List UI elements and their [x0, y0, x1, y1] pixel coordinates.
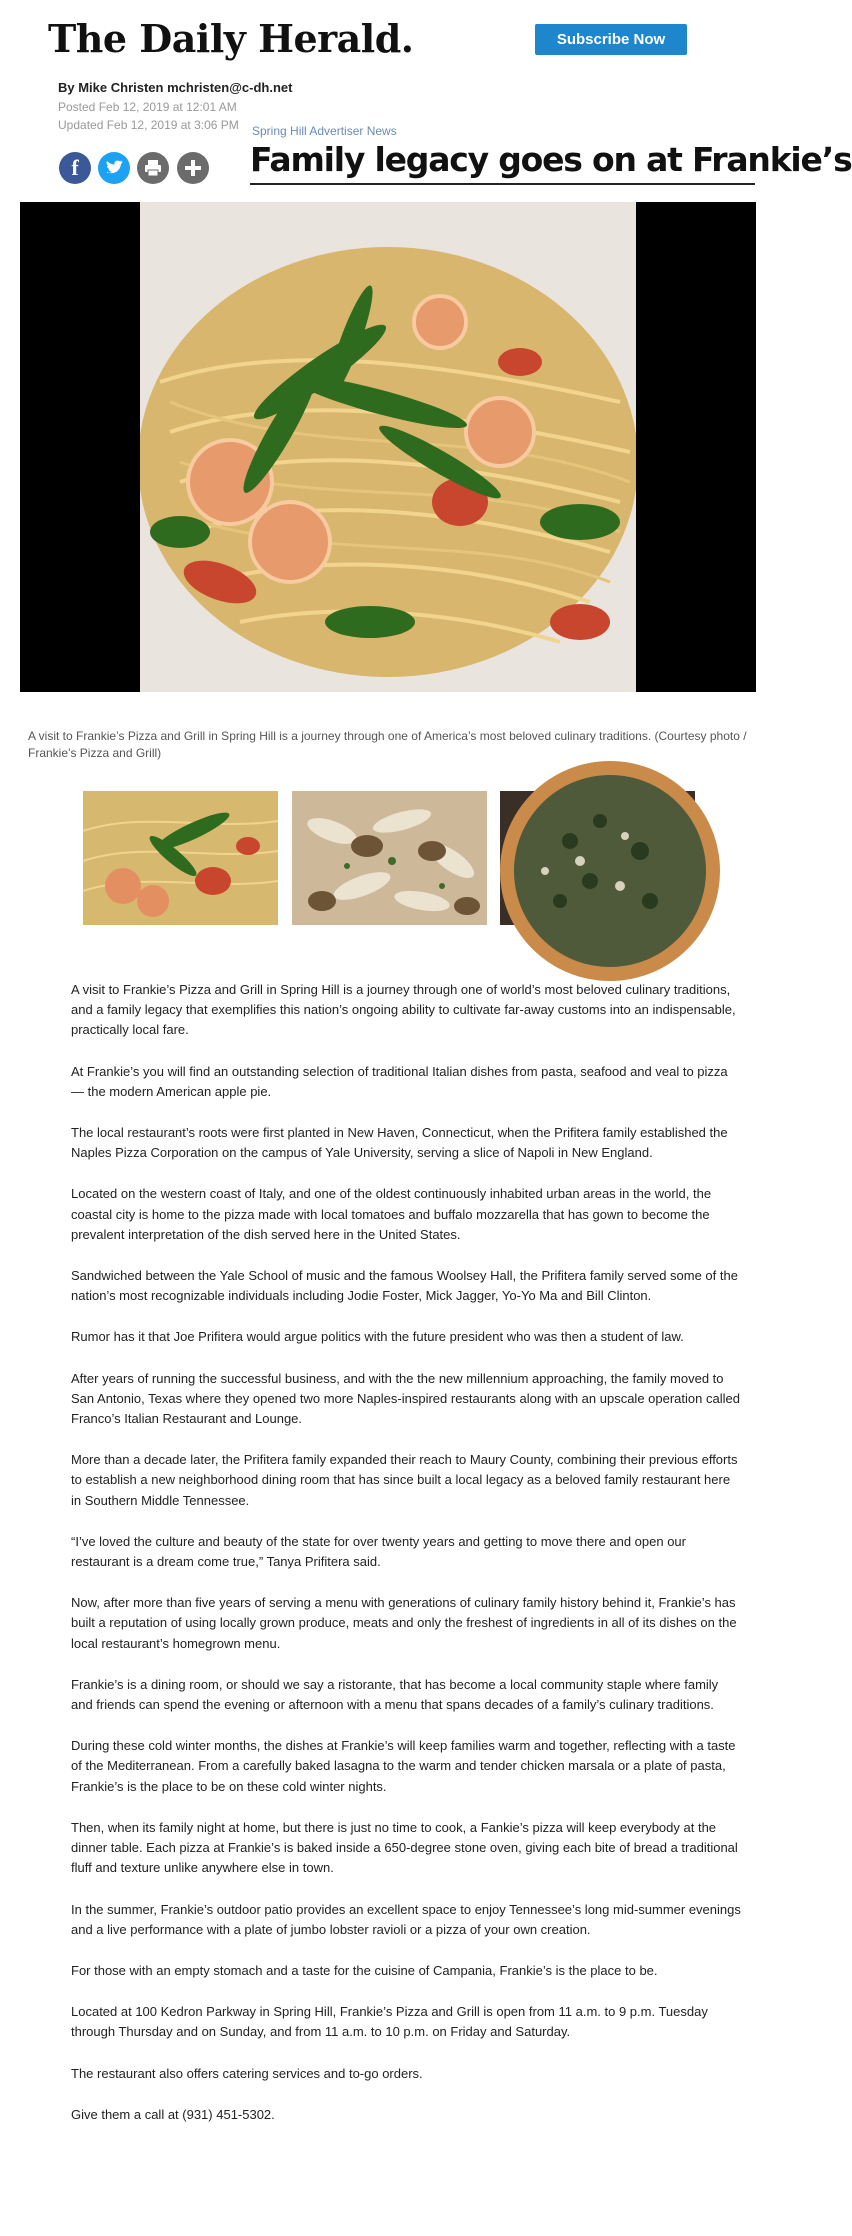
article-paragraph: Then, when its family night at home, but there is just no time to cook, a Fankie’s pizza will keep everybody at the dinner table. Each pizza at Frankie’s is baked inside a 650-degree stone oven, giving each bite of bread a traditional fluff and texture unlike anywhere else in town. — [71, 1819, 738, 1876]
article-paragraph: After years of running the successful business, and with the the new millennium approaching, the family moved to San Antonio, Texas where they opened two more Naples-inspired restaurants along with an upscale operation called Franco’s Italian Restaurant and Lounge. — [71, 1370, 740, 1427]
section-kicker[interactable]: Spring Hill Advertiser News — [252, 124, 397, 138]
article-paragraph: Located at 100 Kedron Parkway in Spring Hill, Frankie’s Pizza and Grill is open from 11 a.m. to 9 p.m. Tuesday through Thursday and on Sunday, and from 11 a.m. to 10 p.m. on Friday and Saturday. — [71, 2004, 708, 2040]
article-paragraph: “I’ve loved the culture and beauty of the state for over twenty years and getting to move there and open our restaurant is a dream come true,” Tanya Prifitera said. — [71, 1533, 686, 1570]
plus-icon[interactable] — [177, 152, 209, 184]
print-icon[interactable] — [137, 152, 169, 184]
gallery-thumbnail[interactable] — [500, 791, 695, 925]
article-paragraph: A visit to Frankie’s Pizza and Grill in Spring Hill is a journey through one of world’s most beloved culinary traditions, and a family legacy that exemplifies this nation’s ongoing ability to cultivate far-away customs into an indispensable, practically local fare. — [71, 982, 736, 1038]
masthead-logo[interactable]: The Daily Herald. — [48, 16, 414, 61]
article-headline: Family legacy goes on at Frankie’s — [250, 140, 755, 185]
hero-image — [20, 202, 756, 692]
article-paragraph: The restaurant also offers catering services and to-go orders. — [71, 2065, 423, 2081]
article-paragraph: During these cold winter months, the dishes at Frankie’s will keep families warm and together, reflecting with a taste of the Mediterranean. From a carefully baked lasagna to the warm and tender chicken marsala or a plate of pasta, Frankie’s is the place to be on these cold winter nights. — [71, 1738, 736, 1794]
article-paragraph: Sandwiched between the Yale School of music and the famous Woolsey Hall, the Prifitera family served some of the nation’s most recognizable individuals including Jodie Foster, Mick Jagger, Yo-Yo Ma and Bill Clinton. — [71, 1268, 738, 1304]
article-paragraph: More than a decade later, the Prifitera family expanded their reach to Maury County, combining their previous efforts to establish a new neighborhood dining room that has since built a local legacy as a beloved family restaurant here in Southern Middle Tennessee. — [71, 1452, 738, 1508]
article-paragraph: In the summer, Frankie’s outdoor patio provides an excellent space to enjoy Tennessee’s long mid-summer evenings and a live performance with a plate of jumbo lobster ravioli or a pizza of your own creation. — [71, 1901, 741, 1937]
article-paragraph: The local restaurant’s roots were first planted in New Haven, Connecticut, when the Prifitera family established the Naples Pizza Corporation on the campus of Yale University, serving a slice of Napoli in New England. — [71, 1125, 728, 1161]
hero-caption: A visit to Frankie’s Pizza and Grill in Spring Hill is a journey through one of America’s most beloved culinary traditions. (Courtesy photo / Frankie’s Pizza and Grill) — [28, 729, 747, 760]
subscribe-button[interactable]: Subscribe Now — [535, 24, 687, 55]
twitter-icon[interactable] — [98, 152, 130, 184]
article-paragraph: Rumor has it that Joe Prifitera would argue politics with the future president who was then a student of law. — [71, 1329, 684, 1345]
gallery-thumbnail[interactable] — [83, 791, 278, 925]
article-paragraph: Now, after more than five years of serving a menu with generations of culinary family history behind it, Frankie’s has built a reputation of using locally grown produce, meats and only the freshest of ingredients in all of its dishes on the local restaurant’s homegrown menu. — [71, 1595, 737, 1651]
article-paragraph: For those with an empty stomach and a taste for the cuisine of Campania, Frankie’s is the place to be. — [71, 1962, 658, 1978]
article-paragraph: Give them a call at (931) 451-5302. — [71, 2106, 275, 2122]
article-body — [71, 980, 741, 2146]
posted-date: Posted Feb 12, 2019 at 12:01 AM — [58, 100, 237, 114]
article-paragraph: At Frankie’s you will find an outstanding selection of traditional Italian dishes from pasta, seafood and veal to pizza — the modern American apple pie. — [71, 1063, 728, 1099]
facebook-icon[interactable]: f — [59, 152, 91, 184]
updated-date: Updated Feb 12, 2019 at 3:06 PM — [58, 118, 239, 132]
article-paragraph: Frankie’s is a dining room, or should we say a ristorante, that has become a local community staple where family and friends can spend the evening or afternoon with a menu that spans decades of a family’s culinary traditions. — [71, 1676, 719, 1713]
byline: By Mike Christen mchristen@c-dh.net — [58, 80, 293, 95]
article-paragraph: Located on the western coast of Italy, and one of the oldest continuously inhabited urban areas in the world, the coastal city is home to the pizza made with local tomatoes and buffalo mozzarella that has gown to become the prevalent interpretation of the dish served here in the United States. — [71, 1186, 712, 1242]
gallery-thumbnail[interactable] — [292, 791, 487, 925]
